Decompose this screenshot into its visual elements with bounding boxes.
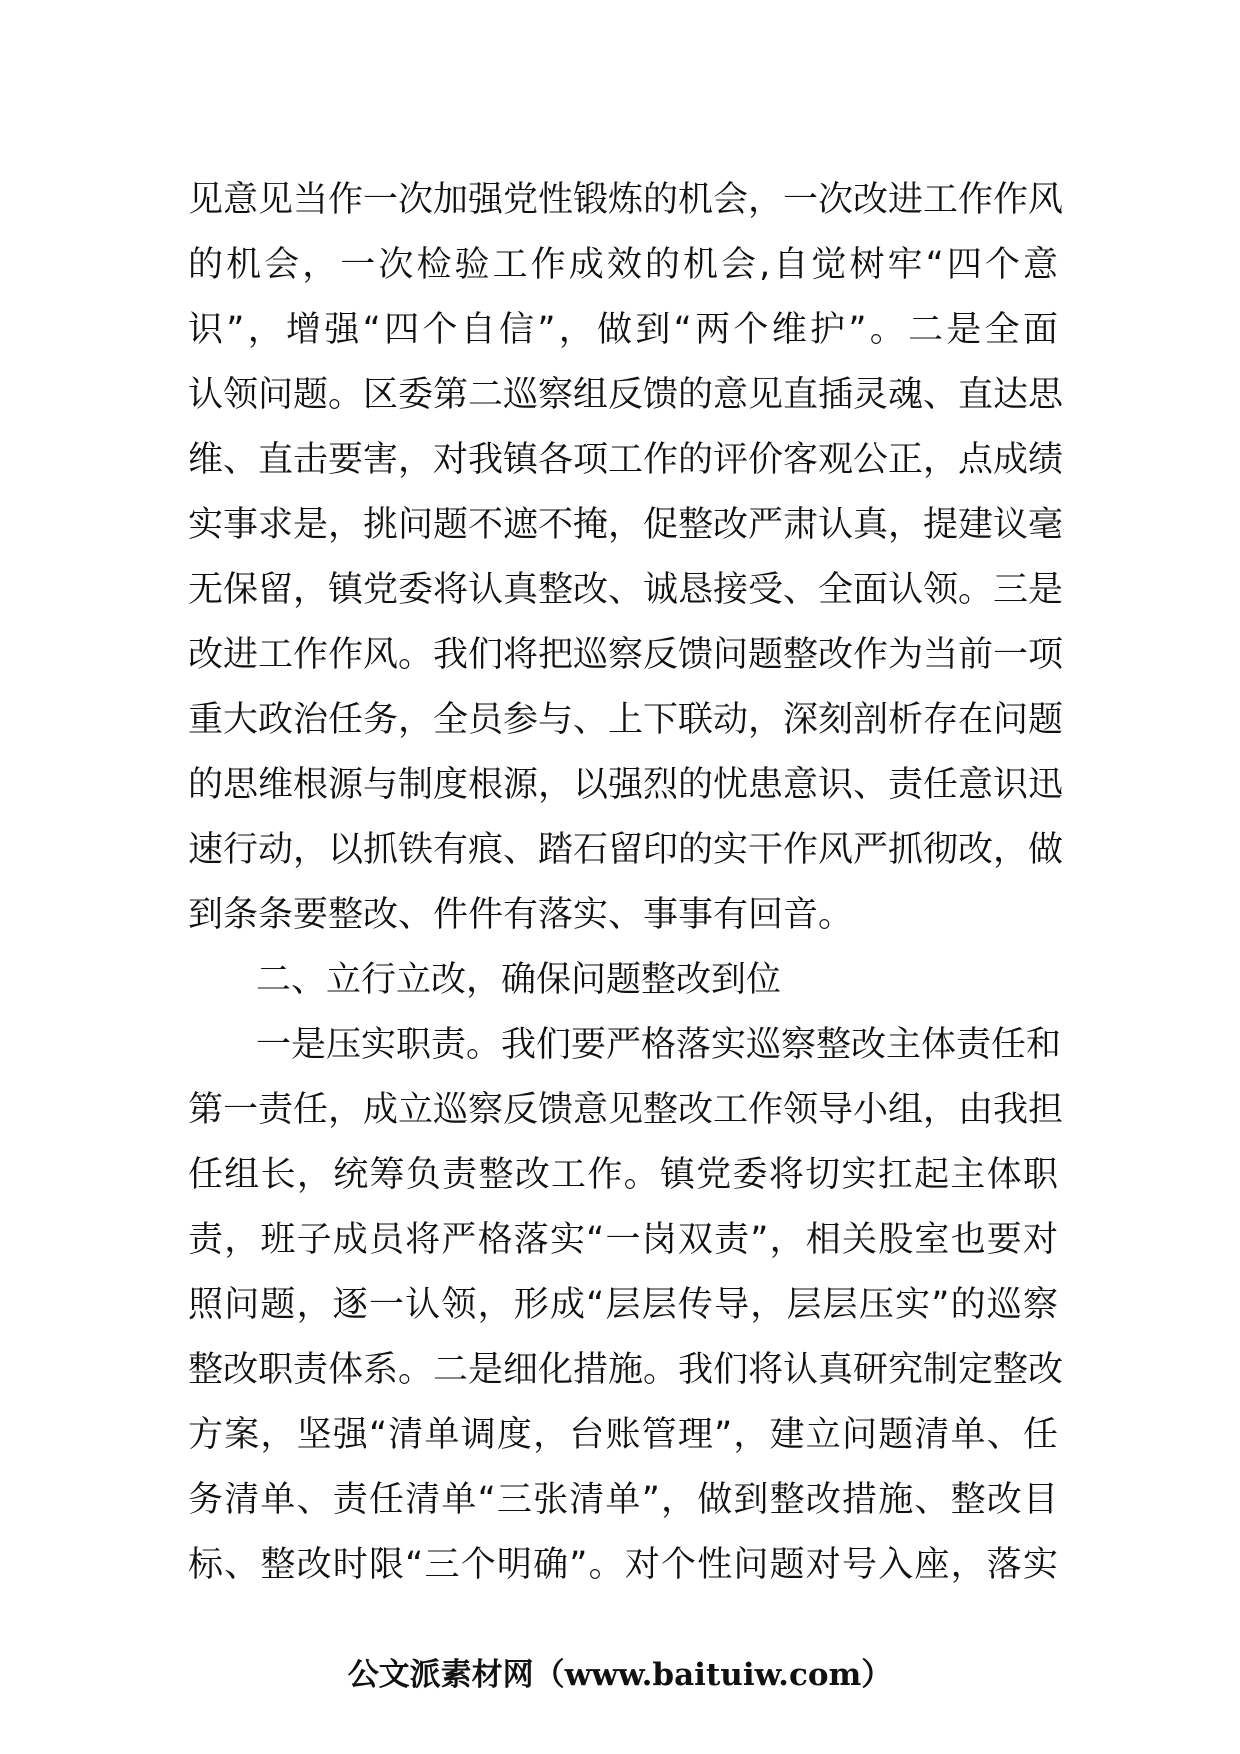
text-line: 维、直击要害，对我镇各项工作的评价客观公正，点成绩 [188,440,1064,480]
text-line: 第一责任，成立巡察反馈意见整改工作领导小组，由我担 [188,1090,1064,1130]
text-line: 实事求是，挑问题不遮不掩，促整改严肃认真，提建议毫 [188,505,1064,545]
text-line: 重大政治任务，全员参与、上下联动，深刻剖析存在问题 [188,700,1064,740]
footer-watermark: 公文派素材网（www.baituiw.com） [347,1657,893,1693]
text-line: 速行动，以抓铁有痕、踏石留印的实干作风严抓彻改，做 [188,830,1064,870]
text-line: 标、整改时限“三个明确”。对个性问题对号入座，落实 [188,1545,1058,1585]
text-line: 到条条要整改、件件有落实、事事有回音。 [188,895,854,935]
text-line: 方案，坚强“清单调度，台账管理”，建立问题清单、任 [188,1415,1058,1455]
section-heading: 二、立行立改，确保问题整改到位 [256,960,782,1000]
text-line: 的思维根源与制度根源，以强烈的忧患意识、责任意识迅 [188,765,1064,805]
text-line: 见意见当作一次加强党性锻炼的机会，一次改进工作作风 [188,180,1064,220]
text-line: 整改职责体系。二是细化措施。我们将认真研究制定整改 [188,1350,1064,1390]
text-line: 改进工作作风。我们将把巡察反馈问题整改作为当前一项 [188,635,1064,675]
text-line: 的机会，一次检验工作成效的机会,自觉树牢“四个意 [188,245,1058,285]
text-line: 照问题，逐一认领，形成“层层传导，层层压实”的巡察 [188,1285,1058,1325]
text-line: 任组长，统筹负责整改工作。镇党委将切实扛起主体职 [188,1155,1058,1195]
text-line: 识”，增强“四个自信”，做到“两个维护”。二是全面 [188,310,1058,350]
text-line: 务清单、责任清单“三张清单”，做到整改措施、整改目 [188,1480,1058,1520]
document-body [188,168,1064,1598]
text-line: 一是压实职责。我们要严格落实巡察整改主体责任和 [256,1025,1062,1065]
text-line: 无保留，镇党委将认真整改、诚恳接受、全面认领。三是 [188,570,1064,610]
text-line: 认领问题。区委第二巡察组反馈的意见直插灵魂、直达思 [188,375,1064,415]
text-line: 责，班子成员将严格落实“一岗双责”，相关股室也要对 [188,1220,1058,1260]
